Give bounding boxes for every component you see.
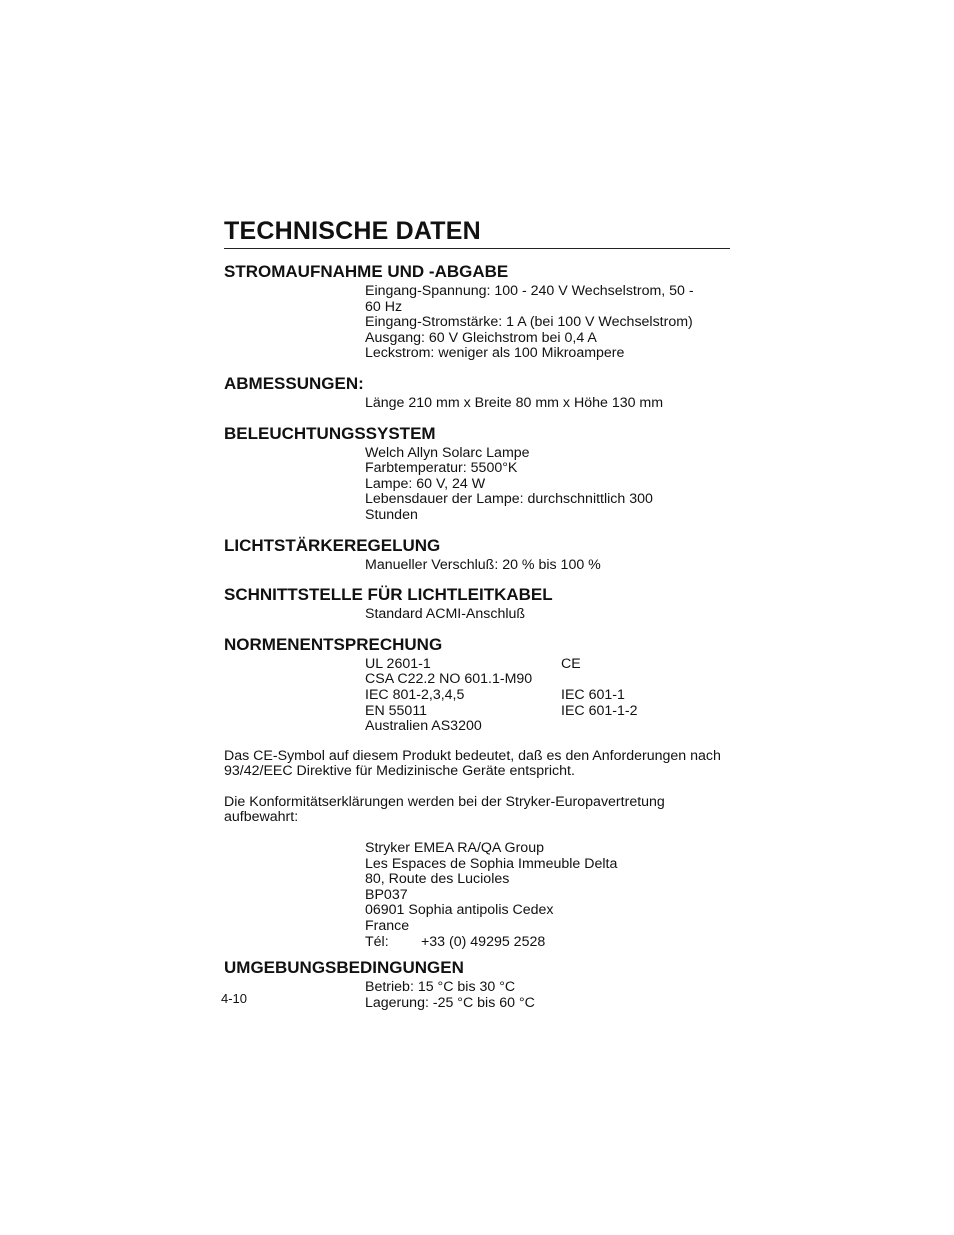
section-heading: STROMAUFNAHME UND -ABGABE <box>224 262 509 281</box>
section-body <box>365 396 730 412</box>
section-heading: UMGEBUNGSBEDINGUNGEN <box>224 958 464 978</box>
address-line: 06901 Sophia antipolis Cedex <box>365 902 554 919</box>
page-number: 4-10 <box>221 991 248 1006</box>
spec-line: Manueller Verschluß: 20 % bis 100 % <box>365 556 601 573</box>
section-standards <box>224 635 730 735</box>
spec-page <box>224 216 730 1011</box>
title-rule <box>224 248 730 249</box>
standards-row <box>365 704 730 720</box>
spec-line: Länge 210 mm x Breite 80 mm x Höhe 130 mm <box>365 394 664 411</box>
address-line: Les Espaces de Sophia Immeuble Delta <box>365 855 618 872</box>
standard-cell: EN 55011 <box>365 702 428 719</box>
address-line: France <box>365 918 410 935</box>
standards-table <box>365 657 730 735</box>
section-intensity <box>224 536 730 574</box>
section-heading: SCHNITTSTELLE FÜR LICHTLEITKABEL <box>224 585 553 605</box>
spec-line: Betrieb: 15 °C bis 30 °C <box>365 979 516 996</box>
section-heading: ABMESSUNGEN: <box>224 373 364 393</box>
spec-line: Eingang-Stromstärke: 1 A (bei 100 V Wechselstrom) <box>365 314 693 331</box>
phone-label: Tél: <box>365 933 389 950</box>
address-line: Stryker EMEA RA/QA Group <box>365 840 544 857</box>
standard-cell: UL 2601-1 <box>365 655 431 672</box>
section-power <box>224 262 730 362</box>
spec-line: Standard ACMI-Anschluß <box>365 606 526 623</box>
spec-line: 60 Hz <box>365 298 403 315</box>
section-environment <box>224 958 730 1011</box>
section-dimensions <box>224 374 730 412</box>
spec-line: Lebensdauer der Lampe: durchschnittlich 300 <box>365 491 653 508</box>
spec-line: Welch Allyn Solarc Lampe <box>365 444 530 461</box>
standard-cell: CSA C22.2 NO 601.1-M90 <box>365 671 533 688</box>
spec-line: Lampe: 60 V, 24 W <box>365 475 486 492</box>
phone-number: +33 (0) 49295 2528 <box>421 933 546 950</box>
section-heading: BELEUCHTUNGSSYSTEM <box>224 423 436 443</box>
standard-cell: IEC 801-2,3,4,5 <box>365 686 465 703</box>
section-heading: LICHTSTÄRKEREGELUNG <box>224 535 441 555</box>
section-lighting <box>224 424 730 524</box>
phone-line <box>365 935 730 951</box>
spec-line: Leckstrom: weniger als 100 Mikroampere <box>365 345 625 362</box>
section-body <box>365 607 730 623</box>
address-line: 80, Route des Lucioles <box>365 871 510 888</box>
section-body <box>365 284 730 362</box>
spec-line: Lagerung: -25 °C bis 60 °C <box>365 994 535 1011</box>
section-body <box>365 446 730 524</box>
standards-row <box>365 719 730 735</box>
standards-row <box>365 672 730 688</box>
conformity-paragraph: Die Konformitätserklärungen werden bei der Stryker-Europavertretung aufbewahrt: <box>224 793 665 826</box>
spec-line: Stunden <box>365 506 418 523</box>
standards-row <box>365 688 730 704</box>
spec-line: Farbtemperatur: 5500°K <box>365 460 518 477</box>
standard-cell: CE <box>561 655 581 672</box>
address-line: BP037 <box>365 886 408 903</box>
section-body <box>365 558 730 574</box>
standard-cell: IEC 601-1 <box>561 686 625 703</box>
standards-row <box>365 657 730 673</box>
standard-cell: Australien AS3200 <box>365 718 482 735</box>
spec-line: Eingang-Spannung: 100 - 240 V Wechselstrom, 50 - <box>365 283 694 299</box>
section-body <box>365 980 730 1011</box>
spec-line: Ausgang: 60 V Gleichstrom bei 0,4 A <box>365 329 597 346</box>
section-interface <box>224 585 730 623</box>
address-block <box>365 841 730 950</box>
ce-paragraph: Das CE-Symbol auf diesem Produkt bedeutet, daß es den Anforderungen nach 93/42/EEC Direktive für Medizinische Geräte entspricht. <box>224 747 721 780</box>
page-title: TECHNISCHE DATEN <box>224 217 481 245</box>
standard-cell: IEC 601-1-2 <box>561 702 638 719</box>
section-heading: NORMENENTSPRECHUNG <box>224 634 443 654</box>
